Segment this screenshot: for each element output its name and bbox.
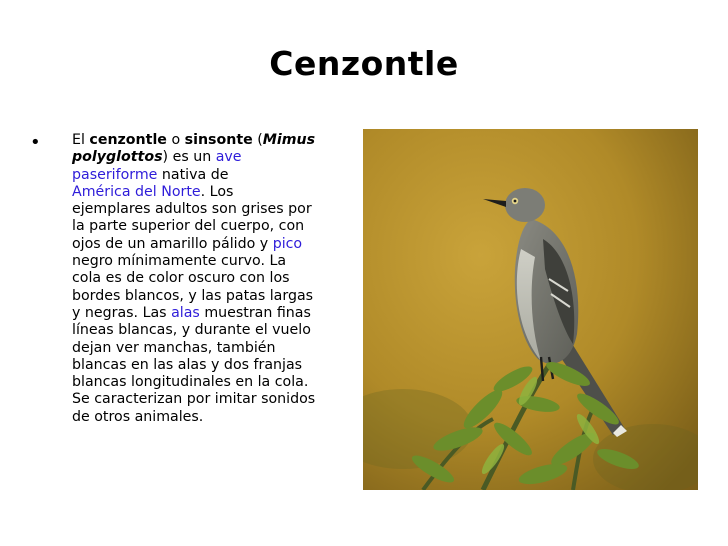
- text-line: Se caracterizan por imitar sonidos: [72, 391, 316, 408]
- text-line: blancas en las alas y dos franjas: [72, 356, 303, 373]
- scientific-name-species: polyglottos: [72, 149, 163, 166]
- text-line: bordes blancos, y las patas largas: [72, 287, 314, 304]
- bird-illustration: [363, 129, 698, 490]
- text-line: [72, 149, 350, 166]
- link-alas[interactable]: alas: [171, 304, 200, 321]
- text-run: El: [72, 132, 90, 148]
- text-run: . Los: [200, 183, 234, 200]
- link-paseriforme[interactable]: paseriforme: [72, 166, 158, 183]
- text-run: y negras. Las: [72, 304, 172, 321]
- text-run: (: [252, 132, 263, 148]
- text-run: muestran finas: [199, 304, 311, 321]
- text-run: o: [166, 132, 185, 148]
- link-america-del-norte[interactable]: América del Norte: [72, 183, 201, 200]
- text-line: [72, 184, 350, 201]
- text-line: de otros animales.: [72, 408, 204, 425]
- text-run: nativa de: [157, 166, 229, 183]
- text-line: ejemplares adultos son grises por: [72, 201, 312, 218]
- link-ave[interactable]: ave: [215, 149, 242, 166]
- text-line: líneas blancas, y durante el vuelo: [72, 322, 311, 339]
- text-line: [72, 167, 350, 184]
- text-run: ojos de un amarillo pálido y: [72, 235, 273, 252]
- text-line: cola es de color oscuro con los: [72, 270, 290, 287]
- text-line: [72, 236, 350, 253]
- text-line: [72, 305, 350, 322]
- bullet-point: •: [30, 132, 41, 153]
- text-line: dejan ver manchas, también: [72, 339, 276, 356]
- text-line: blancas longitudinales en la cola.: [72, 374, 309, 391]
- text-line: la parte superior del cuerpo, con: [72, 218, 305, 235]
- bird-head: [505, 188, 545, 222]
- slide-title: Cenzontle: [269, 44, 459, 83]
- scientific-name-genus: Mimus: [262, 132, 316, 148]
- term-cenzontle: cenzontle: [89, 132, 167, 148]
- text-line: [72, 132, 350, 149]
- text-run: ) es un: [162, 149, 216, 166]
- term-sinsonte: sinsonte: [184, 132, 253, 148]
- link-pico[interactable]: pico: [272, 235, 303, 252]
- mockingbird-photo: [363, 129, 698, 490]
- bullet-text: [72, 132, 350, 426]
- text-line: negro mínimamente curvo. La: [72, 253, 287, 270]
